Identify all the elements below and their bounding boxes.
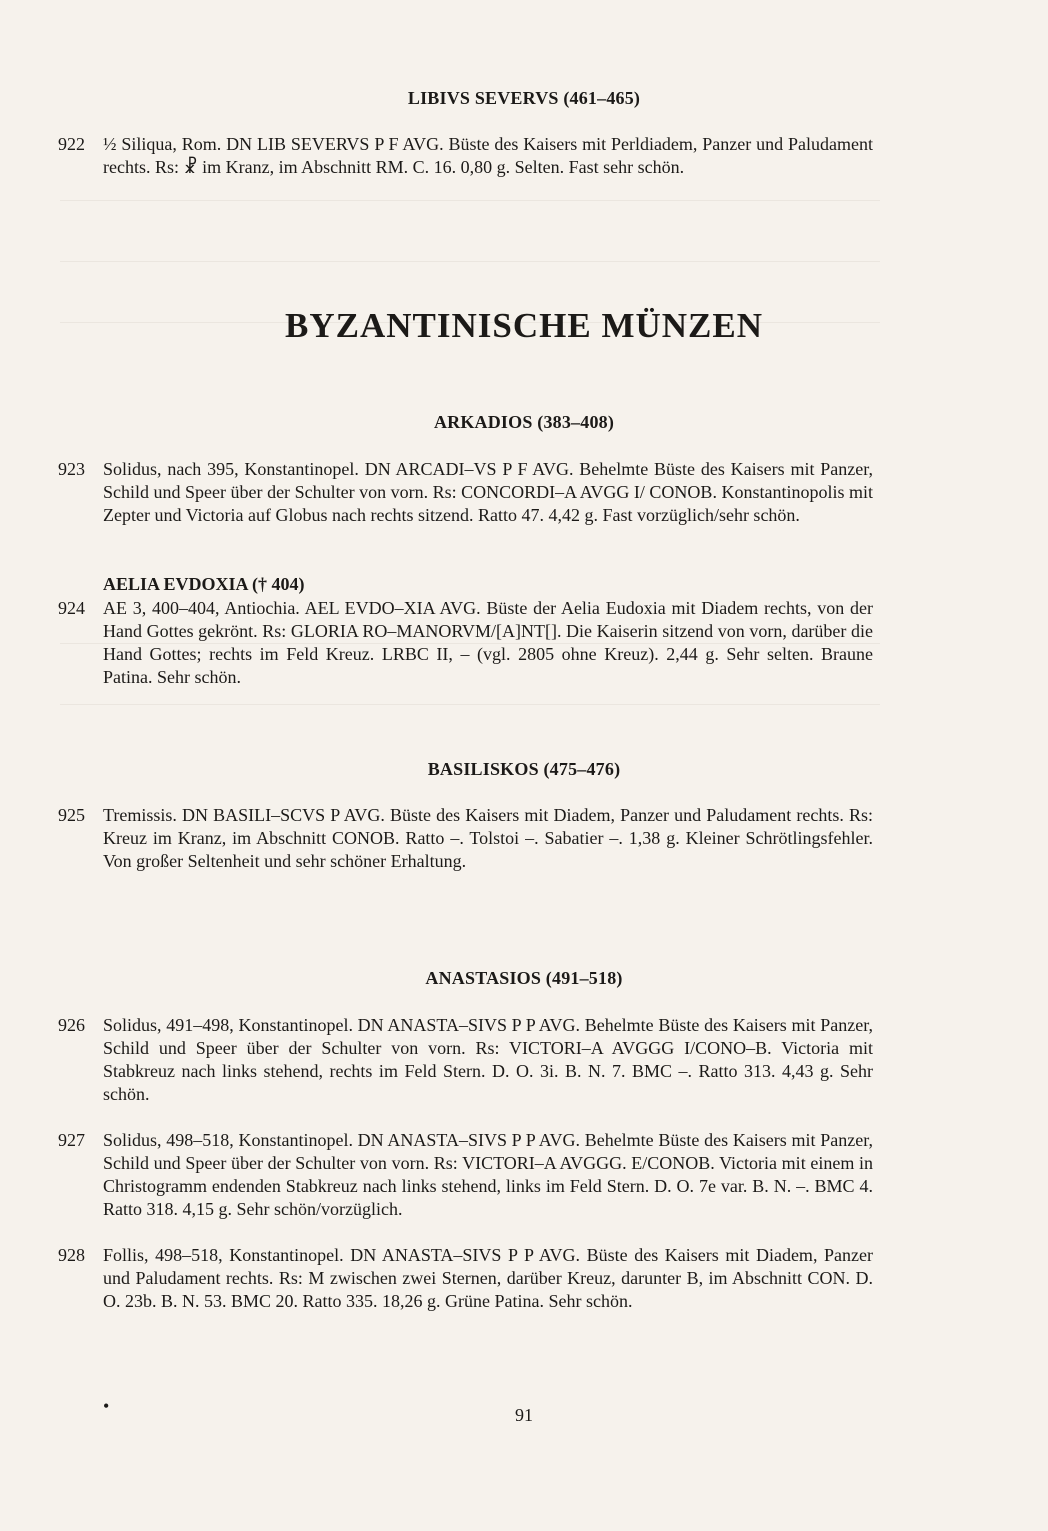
- section-heading-libius-severus: LIBIVS SEVERVS (461–465): [407, 88, 641, 108]
- entry-number: 923: [58, 459, 85, 479]
- entry-text: Follis, 498–518, Konstantinopel. DN ANASTA–SIVS P P AVG. Büste des Kaisers mit Diadem, Panzer und Paludament rechts. Rs: M zwischen zwei Sternen, darüber Kreuz, darunter B, im Abschnitt CON. D. O. 23b. B. N. 53. BMC 20. Ratto 335. 18,26 g. Grüne Patina. Sehr schön.: [103, 1245, 873, 1311]
- entry-number: 922: [58, 134, 85, 154]
- page-title: BYZANTINISCHE MÜNZEN: [285, 306, 763, 345]
- entry-number: 926: [58, 1015, 85, 1035]
- section-heading-aelia-eudoxia: AELIA EVDOXIA († 404): [103, 574, 305, 594]
- entry-text: Solidus, 498–518, Konstantinopel. DN ANASTA–SIVS P P AVG. Behelmte Büste des Kaisers mit Panzer, Schild und Speer über der Schulter von vorn. Rs: VICTORI–A AVGGG. E/CONOB. Victoria mit einem in Christogramm endenden Stabkreuz nach links stehend, links im Feld Stern. D. O. 7e var. B. N. –. BMC 4. Ratto 318. 4,15 g. Sehr schön/vorzüglich.: [103, 1130, 873, 1219]
- page-number: 91: [515, 1405, 533, 1425]
- entry-text: AE 3, 400–404, Antiochia. AEL EVDO–XIA AVG. Büste der Aelia Eudoxia mit Diadem rechts, von der Hand Gottes gekrönt. Rs: GLORIA RO–MANORVM/[A]NT[]. Die Kaiserin sitzend von vorn, darüber die Hand Gottes; rechts im Feld Kreuz. LRBC II, – (vgl. 2805 ohne Kreuz). 2,44 g. Sehr selten. Braune Patina. Sehr schön.: [103, 598, 873, 687]
- catalog-entry: [58, 804, 873, 873]
- entry-text: Tremissis. DN BASILI–SCVS P AVG. Büste des Kaisers mit Diadem, Panzer und Paludament rechts. Rs: Kreuz im Kranz, im Abschnitt CONOB. Ratto –. Tolstoi –. Sabatier –. 1,38 g. Kleiner Schrötlingsfehler. Von großer Seltenheit und sehr schöner Erhaltung.: [103, 805, 873, 871]
- entry-number: 925: [58, 805, 85, 825]
- catalog-entry: [58, 1014, 873, 1106]
- entry-text: Solidus, 491–498, Konstantinopel. DN ANASTA–SIVS P P AVG. Behelmte Büste des Kaisers mit Panzer, Schild und Speer über der Schulter von vorn. Rs: VICTORI–A AVGGG I/CONO–B. Victoria mit Stabkreuz nach links stehend, rechts im Feld Stern. D. O. 3i. B. N. 7. BMC –. Ratto 313. 4,43 g. Sehr schön.: [103, 1015, 873, 1104]
- catalog-entry: [58, 1129, 873, 1221]
- section-heading-anastasios: ANASTASIOS (491–518): [425, 968, 623, 988]
- section-heading-arkadios: ARKADIOS (383–408): [433, 412, 615, 432]
- section-heading-basiliskos: BASILISKOS (475–476): [427, 759, 621, 779]
- catalog-entry: [58, 133, 873, 179]
- stray-mark: •: [103, 1396, 110, 1416]
- catalog-entry: [58, 597, 873, 689]
- entry-text: ½ Siliqua, Rom. DN LIB SEVERVS P F AVG. Büste des Kaisers mit Perldiadem, Panzer und Paludament rechts. Rs: ☧ im Kranz, im Abschnitt RM. C. 16. 0,80 g. Selten. Fast sehr schön.: [103, 134, 873, 177]
- catalog-entry: [58, 458, 873, 527]
- catalog-entry: [58, 1244, 873, 1313]
- entry-number: 924: [58, 598, 85, 618]
- entry-number: 927: [58, 1130, 85, 1150]
- entry-text: Solidus, nach 395, Konstantinopel. DN ARCADI–VS P F AVG. Behelmte Büste des Kaisers mit Panzer, Schild und Speer über der Schulter von vorn. Rs: CONCORDI–A AVGG I/ CONOB. Konstantinopolis mit Zepter und Victoria auf Globus nach rechts sitzend. Ratto 47. 4,42 g. Fast vorzüglich/sehr schön.: [103, 459, 873, 525]
- entry-number: 928: [58, 1245, 85, 1265]
